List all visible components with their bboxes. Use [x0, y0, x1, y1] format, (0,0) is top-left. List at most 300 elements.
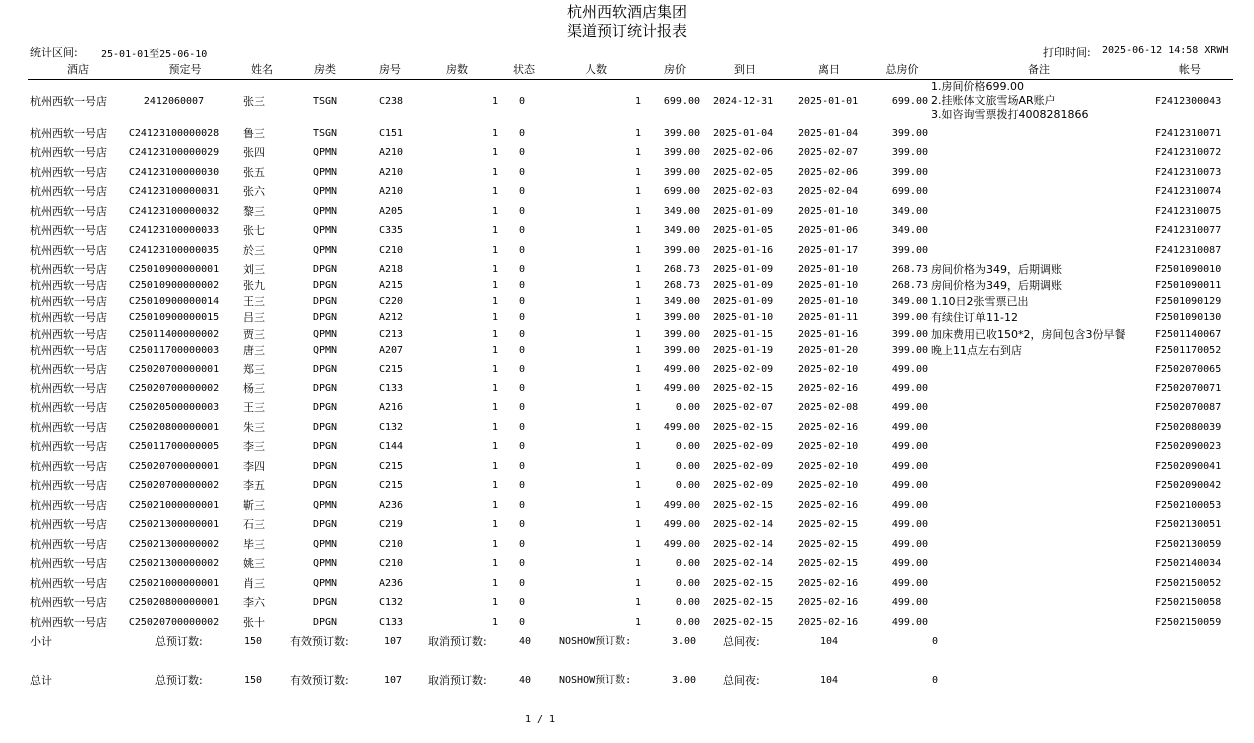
cell-room: C210: [379, 558, 404, 569]
cell-name: 唐三: [243, 344, 265, 357]
cell-total: 499.00: [891, 500, 928, 511]
cell-status: 0: [519, 96, 526, 107]
cell-qty: 1: [491, 96, 498, 107]
cell-name: 毕三: [243, 538, 265, 551]
cell-status: 0: [519, 329, 526, 340]
header-acct: 帐号: [1179, 63, 1201, 76]
cell-room: A216: [379, 402, 404, 413]
cell-rate: 349.00: [663, 206, 700, 217]
cell-hotel: 杭州西软一号店: [30, 166, 107, 179]
table-row: [0, 184, 1254, 200]
cell-dep: 2025-01-10: [798, 280, 859, 291]
grandtotal-nights-label: 总间夜:: [723, 674, 760, 687]
cell-total: 349.00: [891, 206, 928, 217]
cell-rate: 0.00: [675, 617, 700, 628]
cell-dep: 2025-02-06: [798, 167, 859, 178]
header-total: 总房价: [885, 63, 919, 76]
cell-rate: 0.00: [675, 441, 700, 452]
cell-total: 349.00: [891, 296, 928, 307]
cell-acct: F2412310087: [1155, 245, 1222, 256]
cell-hotel: 杭州西软一号店: [30, 185, 107, 198]
cell-resv: C24123100000035: [128, 245, 220, 256]
cell-dep: 2025-01-10: [798, 206, 859, 217]
table-row: [0, 420, 1254, 436]
cell-name: 贾三: [243, 328, 265, 341]
cell-type: TSGN: [313, 128, 338, 139]
cell-ppl: 1: [634, 329, 641, 340]
cell-type: DPGN: [313, 519, 338, 530]
cell-room: C238: [379, 96, 404, 107]
cell-resv: C25020700000001: [128, 364, 220, 375]
cell-ppl: 1: [634, 422, 641, 433]
cell-resv: C25021300000001: [128, 519, 220, 530]
cell-qty: 1: [491, 383, 498, 394]
cell-status: 0: [519, 480, 526, 491]
cell-name: 张六: [243, 185, 265, 198]
cell-qty: 1: [491, 167, 498, 178]
cell-resv: C24123100000029: [128, 147, 220, 158]
print-time-value: 2025-06-12 14:58 XRWH: [1102, 45, 1229, 56]
cell-acct: F2502150058: [1155, 597, 1222, 608]
cell-resv: C25020700000001: [128, 461, 220, 472]
table-row: [0, 517, 1254, 533]
cell-name: 刘三: [243, 263, 265, 276]
cell-qty: 1: [491, 264, 498, 275]
cell-rate: 399.00: [663, 329, 700, 340]
cell-ppl: 1: [634, 225, 641, 236]
cell-dep: 2025-01-04: [798, 128, 859, 139]
cell-status: 0: [519, 186, 526, 197]
cell-rate: 499.00: [663, 422, 700, 433]
cell-room: A236: [379, 578, 404, 589]
cell-total: 499.00: [891, 461, 928, 472]
cell-acct: F2412300043: [1155, 96, 1222, 107]
cell-status: 0: [519, 617, 526, 628]
cell-ppl: 1: [634, 167, 641, 178]
cell-type: DPGN: [313, 364, 338, 375]
cell-rate: 499.00: [663, 383, 700, 394]
cell-resv: C25020700000002: [128, 383, 220, 394]
cell-resv: C25020800000001: [128, 422, 220, 433]
cell-ppl: 1: [634, 312, 641, 323]
cell-type: QPMN: [313, 245, 338, 256]
table-row: [0, 362, 1254, 378]
cell-qty: 1: [491, 206, 498, 217]
cell-dep: 2025-01-20: [798, 345, 859, 356]
table-row: [0, 80, 1254, 121]
cell-acct: F2502070071: [1155, 383, 1222, 394]
cell-ppl: 1: [634, 539, 641, 550]
cell-acct: F2502080039: [1155, 422, 1222, 433]
page-number: 1 / 1: [524, 714, 556, 725]
cell-rate: 268.73: [663, 280, 700, 291]
header-qty: 房数: [446, 63, 468, 76]
cell-arr: 2025-02-06: [713, 147, 774, 158]
grandtotal-valid-label: 有效预订数:: [290, 674, 349, 687]
cell-ppl: 1: [634, 578, 641, 589]
cell-type: QPMN: [313, 167, 338, 178]
cell-total: 499.00: [891, 539, 928, 550]
cell-type: QPMN: [313, 206, 338, 217]
cell-rate: 499.00: [663, 500, 700, 511]
cell-status: 0: [519, 206, 526, 217]
table-row: [0, 537, 1254, 553]
cell-resv: C25021300000002: [128, 558, 220, 569]
cell-name: 鲁三: [243, 127, 265, 140]
cell-resv: 2412060007: [143, 96, 205, 107]
cell-status: 0: [519, 441, 526, 452]
cell-rate: 499.00: [663, 519, 700, 530]
cell-rate: 268.73: [663, 264, 700, 275]
cell-arr: 2025-01-09: [713, 264, 774, 275]
cell-room: C219: [379, 519, 404, 530]
cell-ppl: 1: [634, 402, 641, 413]
table-row: [0, 498, 1254, 514]
cell-acct: F2412310074: [1155, 186, 1222, 197]
cell-hotel: 杭州西软一号店: [30, 557, 107, 570]
cell-type: QPMN: [313, 500, 338, 511]
cell-name: 王三: [243, 295, 265, 308]
cell-resv: C24123100000028: [128, 128, 220, 139]
cell-remark: 有续住订单11-12: [931, 311, 1018, 324]
table-row: [0, 615, 1254, 631]
cell-arr: 2025-02-14: [713, 539, 774, 550]
cell-dep: 2025-01-11: [798, 312, 859, 323]
cell-dep: 2025-02-16: [798, 500, 859, 511]
header-name: 姓名: [251, 63, 273, 76]
cell-ppl: 1: [634, 558, 641, 569]
grandtotal-noshow-label: NOSHOW预订数:: [559, 675, 632, 686]
grandtotal-label: 总计: [30, 674, 52, 687]
cell-room: C210: [379, 539, 404, 550]
cell-acct: F2412310073: [1155, 167, 1222, 178]
cell-hotel: 杭州西软一号店: [30, 344, 107, 357]
header-hotel: 酒店: [67, 63, 89, 76]
cell-hotel: 杭州西软一号店: [30, 401, 107, 414]
cell-acct: F2501090010: [1155, 264, 1222, 275]
cell-acct: F2502100053: [1155, 500, 1222, 511]
table-row: [0, 204, 1254, 220]
cell-arr: 2025-02-09: [713, 480, 774, 491]
cell-dep: 2025-02-10: [798, 461, 859, 472]
cell-arr: 2025-02-15: [713, 578, 774, 589]
grandtotal-total: 150: [244, 675, 263, 686]
cell-room: A210: [379, 147, 404, 158]
cell-qty: 1: [491, 480, 498, 491]
report-company-title: 杭州西软酒店集团: [566, 3, 687, 21]
cell-status: 0: [519, 402, 526, 413]
cell-acct: F2501140067: [1155, 329, 1222, 340]
cell-ppl: 1: [634, 597, 641, 608]
cell-dep: 2025-02-16: [798, 422, 859, 433]
cell-dep: 2025-01-10: [798, 264, 859, 275]
grandtotal-revenue: 0: [932, 675, 939, 686]
cell-arr: 2025-01-09: [713, 206, 774, 217]
cell-dep: 2025-02-08: [798, 402, 859, 413]
cell-arr: 2025-01-19: [713, 345, 774, 356]
cell-arr: 2025-02-03: [713, 186, 774, 197]
subtotal-noshow-label: NOSHOW预订数:: [559, 636, 632, 647]
cell-arr: 2025-02-14: [713, 519, 774, 530]
cell-resv: C25020800000001: [128, 597, 220, 608]
table-row: [0, 310, 1254, 326]
remark-line: 2.挂账体文旅雪场AR账户: [931, 94, 1056, 107]
cell-ppl: 1: [634, 280, 641, 291]
cell-total: 399.00: [891, 312, 928, 323]
subtotal-total-label: 总预订数:: [155, 635, 203, 648]
cell-status: 0: [519, 597, 526, 608]
cell-status: 0: [519, 383, 526, 394]
cell-room: C132: [379, 597, 404, 608]
cell-ppl: 1: [634, 617, 641, 628]
cell-remark: [931, 80, 1151, 122]
cell-hotel: 杭州西软一号店: [30, 421, 107, 434]
cell-room: C133: [379, 383, 404, 394]
cell-status: 0: [519, 167, 526, 178]
cell-total: 399.00: [891, 167, 928, 178]
period-value: 25-01-01至25-06-10: [101, 49, 208, 60]
cell-resv: C25011700000003: [128, 345, 220, 356]
cell-name: 姚三: [243, 557, 265, 570]
cell-room: A236: [379, 500, 404, 511]
cell-total: 499.00: [891, 383, 928, 394]
cell-hotel: 杭州西软一号店: [30, 479, 107, 492]
cell-arr: 2025-02-14: [713, 558, 774, 569]
cell-qty: 1: [491, 128, 498, 139]
cell-type: DPGN: [313, 383, 338, 394]
cell-name: 王三: [243, 401, 265, 414]
cell-rate: 0.00: [675, 578, 700, 589]
cell-dep: 2025-01-17: [798, 245, 859, 256]
cell-ppl: 1: [634, 345, 641, 356]
cell-acct: F2502090042: [1155, 480, 1222, 491]
cell-status: 0: [519, 345, 526, 356]
cell-qty: 1: [491, 186, 498, 197]
cell-arr: 2025-01-09: [713, 280, 774, 291]
cell-hotel: 杭州西软一号店: [30, 95, 107, 108]
table-row: [0, 294, 1254, 310]
cell-resv: C25020700000002: [128, 480, 220, 491]
cell-type: QPMN: [313, 558, 338, 569]
cell-total: 499.00: [891, 597, 928, 608]
cell-arr: 2025-01-09: [713, 296, 774, 307]
table-row: [0, 556, 1254, 572]
cell-hotel: 杭州西软一号店: [30, 382, 107, 395]
table-row: [0, 262, 1254, 278]
cell-resv: C25021000000001: [128, 578, 220, 589]
cell-ppl: 1: [634, 364, 641, 375]
cell-status: 0: [519, 280, 526, 291]
cell-total: 699.00: [891, 186, 928, 197]
cell-qty: 1: [491, 461, 498, 472]
cell-qty: 1: [491, 225, 498, 236]
table-row: [0, 595, 1254, 611]
cell-room: C215: [379, 364, 404, 375]
cell-total: 399.00: [891, 128, 928, 139]
cell-ppl: 1: [634, 96, 641, 107]
cell-name: 张九: [243, 279, 265, 292]
header-ppl: 人数: [585, 63, 607, 76]
cell-arr: 2025-01-16: [713, 245, 774, 256]
cell-resv: C25020500000003: [128, 402, 220, 413]
cell-dep: 2025-01-06: [798, 225, 859, 236]
cell-rate: 399.00: [663, 147, 700, 158]
cell-dep: 2025-02-07: [798, 147, 859, 158]
cell-rate: 0.00: [675, 480, 700, 491]
cell-resv: C25021000000001: [128, 500, 220, 511]
table-row: [0, 400, 1254, 416]
cell-ppl: 1: [634, 441, 641, 452]
cell-rate: 399.00: [663, 128, 700, 139]
header-arr: 到日: [734, 63, 756, 76]
cell-type: DPGN: [313, 461, 338, 472]
cell-ppl: 1: [634, 480, 641, 491]
cell-remark: 房间价格为349，后期调账: [931, 279, 1062, 292]
grandtotal-valid: 107: [384, 675, 403, 686]
cell-dep: 2025-01-16: [798, 329, 859, 340]
cell-remark: 晚上11点左右到店: [931, 344, 1022, 357]
cell-resv: C25010900000002: [128, 280, 220, 291]
cell-hotel: 杭州西软一号店: [30, 127, 107, 140]
cell-ppl: 1: [634, 245, 641, 256]
cell-arr: 2024-12-31: [713, 96, 774, 107]
cell-ppl: 1: [634, 461, 641, 472]
cell-resv: C25010900000015: [128, 312, 220, 323]
cell-room: A210: [379, 186, 404, 197]
cell-remark: 1.10日2张雪票已出: [931, 295, 1029, 308]
cell-type: TSGN: [313, 96, 338, 107]
cell-rate: 0.00: [675, 461, 700, 472]
cell-qty: 1: [491, 500, 498, 511]
cell-status: 0: [519, 147, 526, 158]
table-row: [0, 223, 1254, 239]
cell-acct: F2501090011: [1155, 280, 1222, 291]
cell-rate: 349.00: [663, 225, 700, 236]
cell-rate: 499.00: [663, 364, 700, 375]
cell-type: QPMN: [313, 225, 338, 236]
cell-qty: 1: [491, 597, 498, 608]
cell-ppl: 1: [634, 296, 641, 307]
grandtotal-total-label: 总预订数:: [155, 674, 203, 687]
cell-total: 268.73: [891, 280, 928, 291]
cell-rate: 349.00: [663, 296, 700, 307]
print-time-label: 打印时间:: [1043, 46, 1091, 59]
cell-qty: 1: [491, 147, 498, 158]
cell-dep: 2025-02-16: [798, 597, 859, 608]
cell-qty: 1: [491, 345, 498, 356]
cell-room: A215: [379, 280, 404, 291]
cell-total: 499.00: [891, 617, 928, 628]
cell-qty: 1: [491, 422, 498, 433]
cell-resv: C25021300000002: [128, 539, 220, 550]
cell-status: 0: [519, 312, 526, 323]
cell-hotel: 杭州西软一号店: [30, 440, 107, 453]
cell-total: 399.00: [891, 345, 928, 356]
table-row: [0, 278, 1254, 294]
cell-name: 李六: [243, 596, 265, 609]
table-row: [0, 145, 1254, 161]
cell-qty: 1: [491, 617, 498, 628]
cell-acct: F2502090023: [1155, 441, 1222, 452]
cell-dep: 2025-02-16: [798, 617, 859, 628]
table-header: [0, 62, 1254, 78]
cell-total: 349.00: [891, 225, 928, 236]
cell-type: QPMN: [313, 329, 338, 340]
cell-type: QPMN: [313, 147, 338, 158]
cell-rate: 399.00: [663, 345, 700, 356]
cell-acct: F2501090129: [1155, 296, 1222, 307]
cell-acct: F2502130059: [1155, 539, 1222, 550]
cell-qty: 1: [491, 441, 498, 452]
cell-status: 0: [519, 578, 526, 589]
subtotal-nights: 104: [820, 636, 839, 647]
cell-resv: C25010900000014: [128, 296, 220, 307]
cell-type: DPGN: [313, 402, 338, 413]
cell-qty: 1: [491, 245, 498, 256]
table-row: [0, 165, 1254, 181]
cell-type: DPGN: [313, 264, 338, 275]
cell-type: DPGN: [313, 441, 338, 452]
cell-acct: F2502140034: [1155, 558, 1222, 569]
cell-resv: C24123100000032: [128, 206, 220, 217]
remark-line: 1.房间价格699.00: [931, 80, 1024, 93]
cell-hotel: 杭州西软一号店: [30, 205, 107, 218]
cell-rate: 399.00: [663, 167, 700, 178]
cell-room: C151: [379, 128, 404, 139]
cell-room: A207: [379, 345, 404, 356]
cell-total: 499.00: [891, 519, 928, 530]
cell-qty: 1: [491, 519, 498, 530]
cell-arr: 2025-02-15: [713, 383, 774, 394]
cell-type: DPGN: [313, 480, 338, 491]
cell-name: 张七: [243, 224, 265, 237]
remark-line: 3.如咨询雪票拨打4008281866: [931, 108, 1089, 121]
cell-arr: 2025-01-10: [713, 312, 774, 323]
cell-total: 499.00: [891, 480, 928, 491]
cell-qty: 1: [491, 558, 498, 569]
cell-room: A205: [379, 206, 404, 217]
cell-type: QPMN: [313, 578, 338, 589]
cell-arr: 2025-02-15: [713, 617, 774, 628]
cell-room: C215: [379, 480, 404, 491]
subtotal-total: 150: [244, 636, 263, 647]
cell-ppl: 1: [634, 206, 641, 217]
cell-room: A210: [379, 167, 404, 178]
cell-type: DPGN: [313, 312, 338, 323]
header-rate: 房价: [664, 63, 686, 76]
table-row: [0, 343, 1254, 359]
cell-room: A212: [379, 312, 404, 323]
report-title: 渠道预订统计报表: [566, 22, 687, 40]
cell-room: C215: [379, 461, 404, 472]
cell-rate: 699.00: [663, 186, 700, 197]
cell-acct: F2412310075: [1155, 206, 1222, 217]
cell-room: A218: [379, 264, 404, 275]
cell-status: 0: [519, 225, 526, 236]
cell-total: 399.00: [891, 245, 928, 256]
cell-status: 0: [519, 128, 526, 139]
cell-name: 李四: [243, 460, 265, 473]
cell-total: 268.73: [891, 264, 928, 275]
table-row: [0, 381, 1254, 397]
cell-rate: 699.00: [663, 96, 700, 107]
cell-remark: 房间价格为349，后期调账: [931, 263, 1062, 276]
cell-hotel: 杭州西软一号店: [30, 311, 107, 324]
cell-type: QPMN: [313, 539, 338, 550]
cell-name: 郑三: [243, 363, 265, 376]
header-status: 状态: [513, 63, 535, 76]
cell-room: C335: [379, 225, 404, 236]
